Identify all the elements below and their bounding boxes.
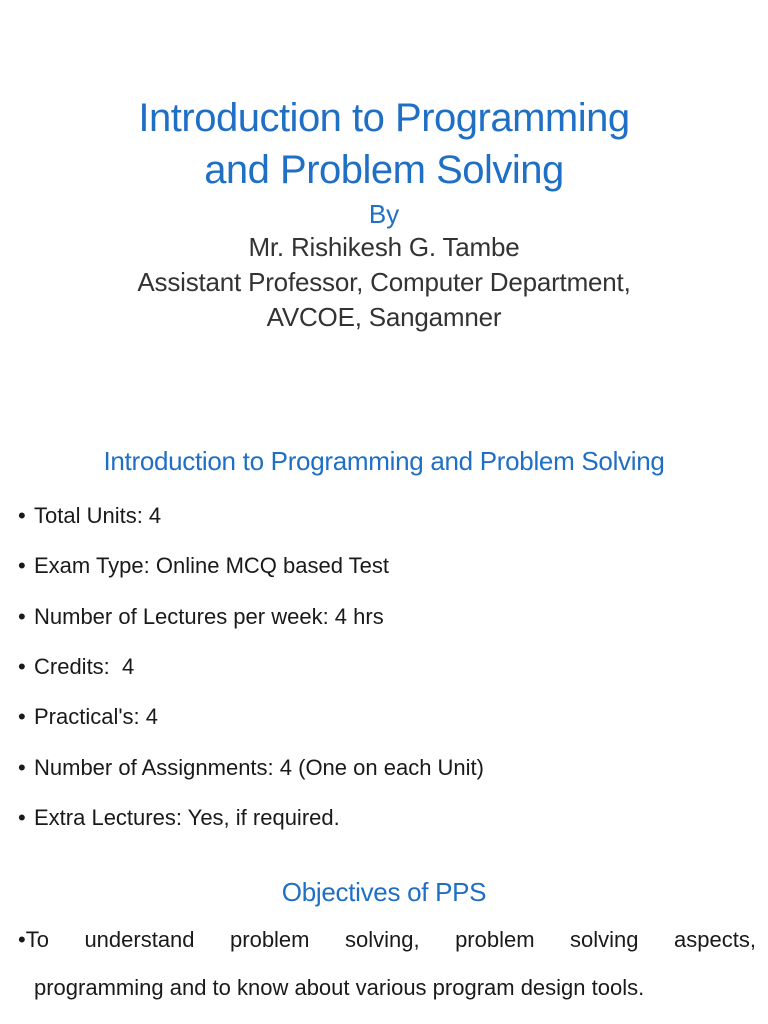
by-label: By [368, 199, 400, 229]
list-item-text: Credits: 4 [34, 654, 135, 679]
list-item [18, 702, 158, 732]
bullet-glyph: • [18, 654, 26, 679]
list-item [18, 551, 389, 581]
objectives-heading: Objectives of PPS [281, 877, 487, 907]
list-item [18, 602, 384, 632]
bullet-glyph: • [18, 704, 26, 729]
bullet-glyph: • [18, 927, 26, 952]
bullet-glyph: • [18, 503, 26, 528]
objective-word [18, 925, 49, 955]
author-name: Mr. Rishikesh G. Tambe [248, 232, 520, 262]
bullet-glyph: • [18, 553, 26, 578]
bullet-glyph: • [18, 805, 26, 830]
author-organization: AVCOE, Sangamner [266, 302, 502, 332]
objective-line-2: programming and to know about various program design tools. [34, 975, 645, 1000]
title-slide [0, 0, 768, 380]
list-item [18, 753, 484, 783]
bullet-glyph: • [18, 755, 26, 780]
list-item [18, 803, 340, 833]
list-item-text: Extra Lectures: Yes, if required. [34, 805, 340, 830]
list-item [18, 652, 134, 682]
course-info-heading: Introduction to Programming and Problem Solving [103, 446, 665, 476]
objective-line-1 [18, 925, 756, 955]
slide-title-line-2: and Problem Solving [204, 148, 564, 192]
list-item-text: Exam Type: Online MCQ based Test [34, 553, 390, 578]
list-item [18, 501, 161, 531]
slide-title-line-1: Introduction to Programming [138, 96, 630, 140]
objective-word: problem [230, 927, 310, 952]
author-role: Assistant Professor, Computer Department, [137, 267, 631, 297]
objective-word: understand [84, 927, 195, 952]
list-item-text: Practical's: 4 [34, 704, 159, 729]
objective-word: problem [455, 927, 535, 952]
list-item-text: Number of Assignments: 4 (One on each Unit) [34, 755, 484, 780]
objective-word: aspects, [674, 927, 756, 952]
objective-word: solving, [344, 927, 420, 952]
objective-word: solving [570, 927, 639, 952]
list-item-text: Total Units: 4 [34, 503, 162, 528]
list-item-text: Number of Lectures per week: 4 hrs [34, 604, 384, 629]
bullet-glyph: • [18, 604, 26, 629]
objective-word-text: To [25, 927, 49, 952]
